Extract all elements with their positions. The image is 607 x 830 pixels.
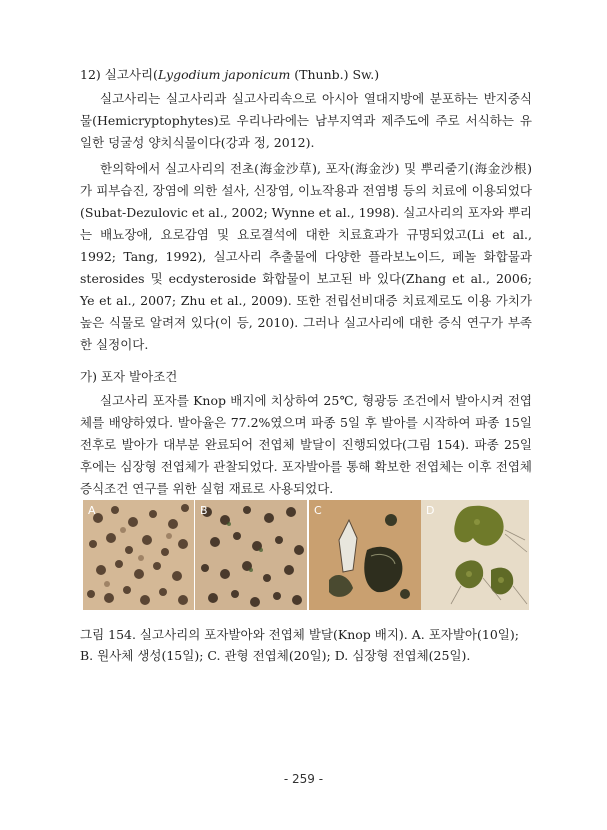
figure-panel-b — [195, 500, 307, 610]
panel-label-a: A — [88, 504, 96, 517]
main-text — [80, 64, 532, 504]
caption-line-2: B. 원사체 생성(15일); C. 관형 전엽체(20일); D. 심장형 전엽체(25일). — [80, 648, 471, 663]
heart-shaped-prothallus-photo — [421, 500, 529, 610]
spore-germination-photo — [83, 500, 194, 610]
heading-suffix: (Thunb.) Sw.) — [290, 67, 380, 82]
panel-label-b: B — [200, 504, 208, 517]
heading-prefix: 12) 실고사리( — [80, 67, 158, 82]
panel-label-c: C — [314, 504, 322, 517]
caption-line-1: 그림 154. 실고사리의 포자발아와 전엽체 발달(Knop 배지). A. 포자발아(10일); — [80, 627, 519, 642]
panel-label-d: D — [426, 504, 435, 517]
figure-154 — [83, 500, 529, 610]
intro-paragraph-1: 실고사리는 실고사리과 실고사리속으로 아시아 열대지방에 분포하는 반지중식물(Hemicryptophytes)로 우리나라에는 남부지역과 제주도에 주로 서식하는 유일한 덩굴성 양치식물이다(강과 정, 2012). — [80, 91, 532, 150]
protonema-photo — [195, 500, 307, 610]
subsection-heading: 가) 포자 발아조건 — [80, 369, 178, 384]
section-heading — [80, 64, 532, 86]
intro-paragraph-2: 한의학에서 실고사리의 전초(海金沙草), 포자(海金沙) 및 뿌리줄기(海金沙根)가 피부습진, 장염에 의한 설사, 신장염, 이뇨작용과 전염병 등의 치료에 이용되었다(Subat-Dezulovic et al., 2002; Wynne et al., 1998). 실고사리의 포자와 뿌리는 배뇨장애, 요로감염 및 요로결석에 대한 치료효과가 규명되었고(Li et al., 1992; Tang, 1992), 실고사리 추출물에 다양한 플라보노이드, 페놀 화합물과 sterosides 및 ecdysteroside 화합물이 보고된 바 있다(Zhang et al., 2006; Ye et al., 2007; Zhu et al., 2009). 또한 전립선비대증 치료제로도 이용 가치가 높은 식물로 알려져 있다(이 등, 2010). 그러나 실고사리에 대한 증식 연구가 부족한 실정이다. — [80, 161, 532, 352]
figure-panel-c — [309, 500, 421, 610]
subsection-paragraph: 실고사리 포자를 Knop 배지에 치상하여 25℃, 형광등 조건에서 발아시켜 전엽체를 배양하였다. 발아율은 77.2%였으며 파종 5일 후 발아를 시작하여 파종 15일 전후로 발아가 대부분 완료되어 전엽체 발달이 진행되었다(그림 154). 파종 25일 후에는 심장형 전엽체가 관찰되었다. 포자발아를 통해 확보한 전엽체는 이후 전엽체 증식조건 연구를 위한 실험 재료로 사용되었다. — [80, 393, 532, 496]
page-number: - 259 - — [283, 772, 324, 786]
tubular-prothallus-photo — [309, 500, 421, 610]
figure-panel-a — [83, 500, 194, 610]
heading-species: Lygodium japonicum — [157, 67, 291, 82]
figure-caption — [80, 624, 532, 666]
figure-panel-d — [421, 500, 529, 610]
